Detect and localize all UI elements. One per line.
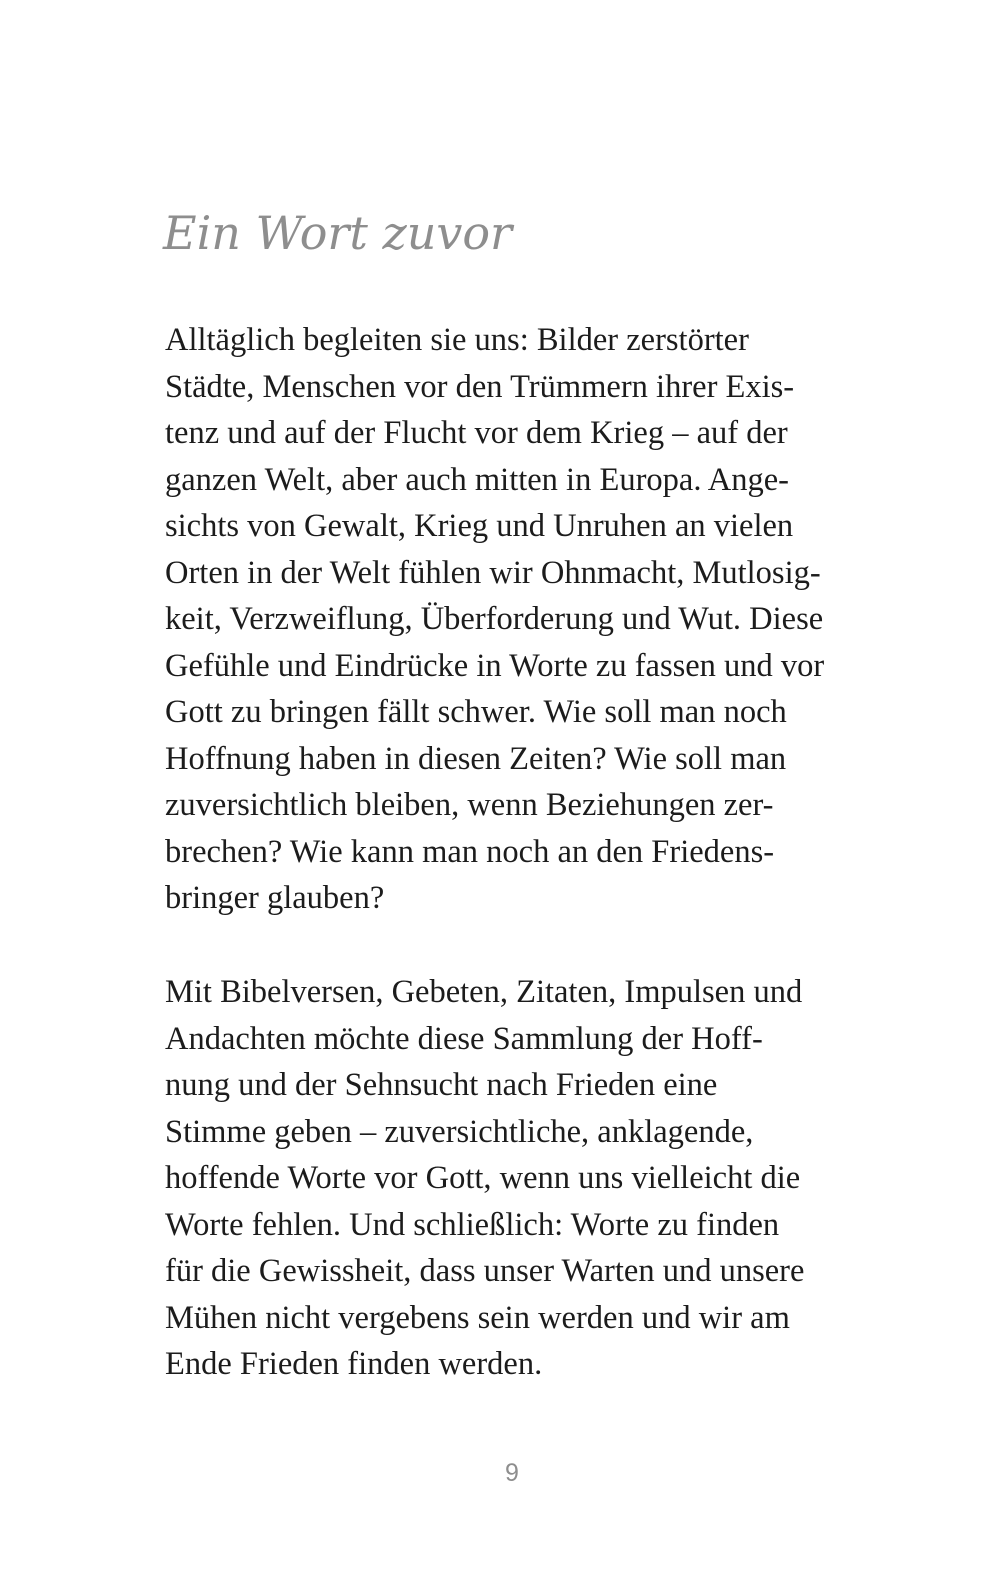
text-line: Gefühle und Eindrücke in Worte zu fassen und vor xyxy=(165,647,825,684)
text-line: für die Gewissheit, dass unser Warten und unsere xyxy=(165,1253,805,1289)
text-line: Andachten möchte diese Sammlung der Hoff- xyxy=(165,1020,763,1057)
text-line: zuversichtlich bleiben, wenn Beziehungen zer- xyxy=(165,787,774,823)
text-line: Ende Frieden finden werden. xyxy=(165,1346,543,1382)
paragraph-collection xyxy=(165,969,804,1388)
text-line: Worte fehlen. Und schließlich: Worte zu finden xyxy=(165,1206,780,1243)
text-line: brechen? Wie kann man noch an den Friedens- xyxy=(165,833,775,870)
text-line: nung und der Sehnsucht nach Frieden eine xyxy=(165,1067,718,1103)
text-line: hoffende Worte vor Gott, wenn uns vielleicht die xyxy=(165,1160,801,1196)
page-number: 9 xyxy=(505,1459,519,1487)
text-line: tenz und auf der Flucht vor dem Krieg – auf der xyxy=(165,415,788,451)
text-line: Orten in der Welt fühlen wir Ohnmacht, Mutlosig- xyxy=(165,554,821,591)
text-line: Gott zu bringen fällt schwer. Wie soll man noch xyxy=(165,694,787,730)
text-line: Hoffnung haben in diesen Zeiten? Wie soll man xyxy=(165,740,787,777)
text-line: sichts von Gewalt, Krieg und Unruhen an vielen xyxy=(165,508,794,544)
text-line: bringer glauben? xyxy=(165,880,385,916)
text-line: Mühen nicht vergebens sein werden und wir am xyxy=(165,1299,790,1336)
text-line: ganzen Welt, aber auch mitten in Europa. Ange- xyxy=(165,461,789,498)
paragraph-intro xyxy=(165,317,824,922)
text-line: Mit Bibelversen, Gebeten, Zitaten, Impulsen und xyxy=(165,974,803,1010)
text-line: keit, Verzweiflung, Überforderung und Wut. Diese xyxy=(165,601,824,637)
text-line: Alltäglich begleiten sie uns: Bilder zerstörter xyxy=(165,322,749,358)
chapter-heading: Ein Wort zuvor xyxy=(163,206,513,260)
text-line: Stimme geben – zuversichtliche, anklagende, xyxy=(165,1113,754,1150)
text-line: Städte, Menschen vor den Trümmern ihrer Exis- xyxy=(165,368,795,405)
